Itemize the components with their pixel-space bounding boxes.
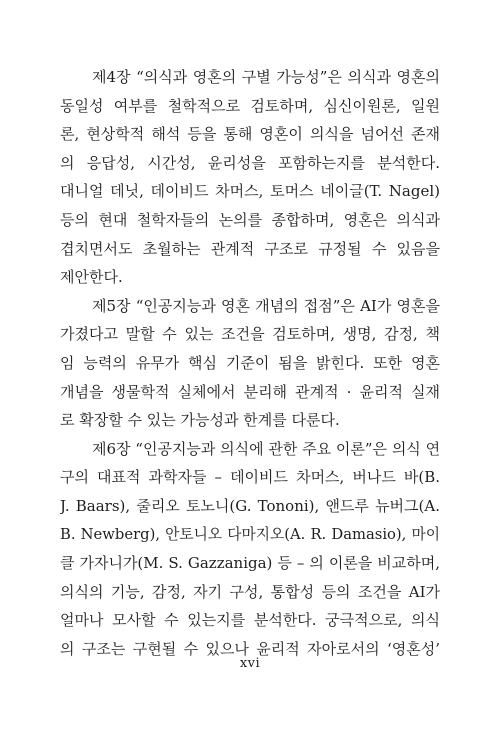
text-line: 겹치면서도 초월하는 관계적 구조로 규정될 수 있음을 — [60, 239, 440, 258]
text-line: 로 확장할 수 있는 가능성과 한계를 다룬다. — [60, 411, 340, 430]
text-line: 얼마나 모사할 수 있는지를 분석한다. 궁극적으로, 의식 — [60, 611, 440, 630]
text-line: 제6장 “인공지능과 의식에 관한 주요 이론”은 의식 연 — [92, 439, 440, 458]
text-line: 의 구조는 구현될 수 있으나 윤리적 자아로서의 ‘영혼성’ — [60, 639, 440, 658]
text-line: 임 능력의 유무가 핵심 기준이 됨을 밝힌다. 또한 영혼 — [60, 353, 440, 372]
text-line: 제안한다. — [60, 268, 123, 287]
text-line: 동일성 여부를 철학적으로 검토하며, 심신이원론, 일원 — [60, 96, 440, 115]
text-line: 대니얼 데닛, 데이비드 차머스, 토머스 네이글(T. Nagel) — [60, 182, 440, 201]
text-line: 제5장 “인공지능과 영혼 개념의 접점”은 AI가 영혼을 — [92, 296, 440, 315]
body-text — [60, 63, 440, 663]
text-line: 가졌다고 말할 수 있는 조건을 검토하며, 생명, 감정, 책 — [60, 325, 440, 344]
text-line: 의 응답성, 시간성, 윤리성을 포함하는지를 분석한다. — [60, 153, 440, 172]
text-line: J. Baars), 줄리오 토노니(G. Tononi), 앤드루 뉴버그(A. — [60, 496, 440, 515]
page-number: xvi — [239, 656, 261, 671]
text-line: 개념을 생물학적 실체에서 분리해 관계적 · 윤리적 실재 — [60, 382, 440, 401]
text-line: B. Newberg), 안토니오 다마지오(A. R. Damasio), 마이 — [60, 525, 440, 543]
text-line: 의식의 기능, 감정, 자기 구성, 통합성 등의 조건을 AI가 — [60, 582, 440, 601]
text-line: 구의 대표적 과학자들 – 데이비드 차머스, 버나드 바(B. — [60, 468, 440, 487]
text-line: 론, 현상학적 해석 등을 통해 영혼이 의식을 넘어선 존재 — [60, 125, 440, 144]
text-line: 제4장 “의식과 영혼의 구별 가능성”은 의식과 영혼의 — [92, 68, 440, 86]
text-line: 클 가자니가(M. S. Gazzaniga) 등 – 의 이론을 비교하며, — [60, 554, 440, 573]
text-line: 등의 현대 철학자들의 논의를 종합하며, 영혼은 의식과 — [60, 210, 440, 229]
